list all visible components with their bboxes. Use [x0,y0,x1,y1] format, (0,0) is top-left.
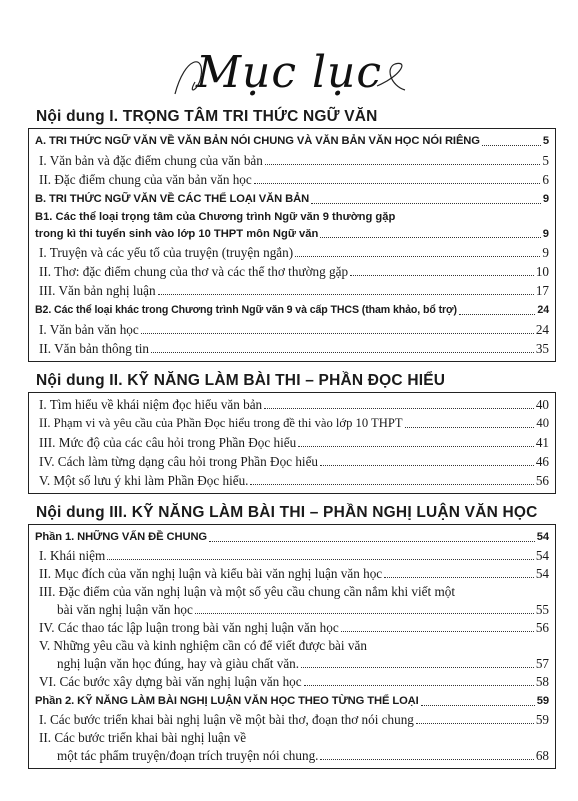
entry-label: Phần 2. KỸ NĂNG LÀM BÀI NGHỊ LUẬN VĂN HỌC THEO TỪNG THỂ LOẠI [35,695,419,707]
toc-entry[interactable] [35,729,549,765]
entry-page: 10 [535,264,549,279]
entry-page: 24 [537,304,549,316]
leader-dots [384,577,534,578]
entry-label: V. Một số lưu ý khi làm Phần Đọc hiểu. [39,473,249,488]
toc-content [28,100,556,769]
toc-entry[interactable] [35,637,549,673]
entry-page: 41 [535,435,549,450]
entry-label: IV. Các thao tác lập luận trong bài văn nghị luận văn học [39,620,339,635]
entry-label: I. Truyện và các yếu tố của truyện (truyện ngắn) [39,245,294,260]
section-box [28,128,556,362]
leader-dots [151,352,534,353]
entry-label: I. Khái niệm [39,548,106,563]
toc-entry[interactable] [35,619,549,637]
entry-label: Phần 1. NHỮNG VẤN ĐỀ CHUNG [35,531,208,543]
entry-label-line1: III. Đặc điểm của văn nghị luận và một số yêu cầu chung cần nắm khi viết một [39,584,456,599]
entry-page: 58 [535,674,549,689]
entry-label: IV. Cách làm từng dạng câu hỏi trong Phần Đọc hiểu [39,454,319,469]
entry-page: 54 [535,548,549,563]
toc-entry[interactable] [35,452,549,471]
entry-label: I. Văn bản và đặc điểm chung của văn bản [39,153,263,168]
toc-entry[interactable] [35,339,549,358]
toc-entry[interactable] [35,565,549,583]
entry-label: I. Văn bản văn học [39,322,139,337]
section-2 [28,370,556,494]
leader-dots [350,275,534,276]
entry-page: 35 [535,341,549,356]
section-heading: Nội dung II. KỸ NĂNG LÀM BÀI THI – PHẦN ĐỌC HIỂU [36,372,446,389]
entry-page: 9 [542,228,549,240]
toc-entry[interactable] [35,414,549,433]
toc-title [0,38,578,108]
entry-page: 46 [535,454,549,469]
toc-entry-part2[interactable] [35,691,549,711]
entry-label: II. Thơ: đặc điểm chung của thơ và các thể thơ thường gặp [39,264,349,279]
toc-entry[interactable] [35,262,549,281]
entry-label: I. Các bước triển khai bài nghị luận về một bài thơ, đoạn thơ nói chung [39,712,414,727]
entry-page: 59 [536,695,549,707]
leader-dots [482,145,541,146]
entry-page: 55 [535,602,549,617]
entry-page: 6 [542,172,549,187]
leader-dots [341,631,534,632]
leader-dots [254,183,541,184]
entry-label: II. Văn bản thông tin [39,341,150,356]
toc-entry[interactable] [35,433,549,452]
leader-dots [158,294,534,295]
entry-page: 59 [535,712,549,727]
entry-label-line1: V. Những yêu cầu và kinh nghiệm cần có để viết được bài văn [39,638,367,653]
entry-page: 24 [535,322,549,337]
leader-dots [141,333,534,334]
leader-dots [311,203,541,204]
toc-entry-b2[interactable] [35,300,549,320]
toc-entry[interactable] [35,583,549,619]
toc-entry-b1[interactable] [35,209,549,243]
toc-entry[interactable] [35,711,549,729]
entry-label-line1: II. Các bước triển khai bài nghị luận về [39,730,247,745]
section-heading: Nội dung I. TRỌNG TÂM TRI THỨC NGỮ VĂN [36,108,378,125]
entry-label: II. Mục đích của văn nghị luận và kiểu bài văn nghị luận văn học [39,566,383,581]
leader-dots [304,685,534,686]
toc-entry-b[interactable] [35,189,549,209]
section-box [28,392,556,494]
toc-entry-part1[interactable] [35,527,549,547]
section-3 [28,502,556,769]
entry-label-line2: nghị luận văn học đúng, hay và giàu chất văn. [57,656,300,671]
toc-entry-a[interactable] [35,131,549,151]
toc-entry[interactable] [35,243,549,262]
entry-label: III. Văn bản nghị luận [39,283,156,298]
entry-label: A. TRI THỨC NGỮ VĂN VỀ VĂN BẢN NÓI CHUNG VÀ VĂN BẢN VĂN HỌC NÓI RIÊNG [35,135,480,147]
entry-page: 56 [535,620,549,635]
entry-page: 68 [535,748,549,763]
leader-dots [459,314,536,315]
leader-dots [265,164,541,165]
leader-dots [320,237,540,238]
entry-label: II. Đặc điểm chung của văn bản văn học [39,172,252,187]
section-box [28,524,556,769]
entry-label-line2: bài văn nghị luận văn học [57,602,193,617]
entry-label: III. Mức độ của các câu hỏi trong Phần Đọc hiểu [39,435,297,450]
entry-label: B. TRI THỨC NGỮ VĂN VỀ CÁC THỂ LOẠI VĂN BẢN [35,193,310,205]
leader-dots [320,759,533,760]
leader-dots [298,446,534,447]
leader-dots [301,667,534,668]
title-flourish [165,46,413,108]
leader-dots [295,256,540,257]
entry-page: 56 [535,473,549,488]
entry-page: 40 [535,397,549,412]
entry-label: B2. Các thể loại khác trong Chương trình Ngữ văn 9 và cấp THCS (tham khảo, bổ trợ) [35,304,457,316]
toc-title-text: Mục lục [195,47,383,98]
entry-page: 54 [535,566,549,581]
entry-page: 5 [542,153,549,168]
entry-page: 57 [535,656,549,671]
toc-entry[interactable] [35,547,549,565]
entry-page: 54 [536,531,549,543]
toc-entry[interactable] [35,320,549,339]
leader-dots [405,427,535,428]
entry-label-line2: một tác phẩm truyện/đoạn trích truyện nói chung. [57,748,319,763]
leader-dots [107,559,534,560]
leader-dots [209,541,535,542]
entry-page: 5 [542,135,549,147]
entry-page: 17 [535,283,549,298]
entry-label-line1: B1. Các thể loại trọng tâm của Chương trình Ngữ văn 9 thường gặp [35,211,396,223]
toc-entry[interactable] [35,673,549,691]
toc-entry[interactable] [35,170,549,189]
entry-page: 9 [542,245,549,260]
leader-dots [250,484,533,485]
toc-entry[interactable] [35,281,549,300]
toc-entry[interactable] [35,471,549,490]
entry-label: VI. Các bước xây dựng bài văn nghị luận văn học [39,674,302,689]
entry-page: 9 [542,193,549,205]
toc-entry[interactable] [35,151,549,170]
entry-label-line2: trong kì thi tuyển sinh vào lớp 10 THPT môn Ngữ văn [35,228,319,240]
entry-label: II. Phạm vi và yêu cầu của Phần Đọc hiểu trong đề thi vào lớp 10 THPT [39,416,403,430]
entry-label: I. Tìm hiểu về khái niệm đọc hiểu văn bản [39,397,263,412]
leader-dots [195,613,534,614]
leader-dots [416,723,534,724]
leader-dots [421,705,535,706]
leader-dots [320,465,534,466]
leader-dots [264,408,534,409]
section-heading: Nội dung III. KỸ NĂNG LÀM BÀI THI – PHẦN NGHỊ LUẬN VĂN HỌC [36,504,538,521]
entry-page: 40 [536,416,549,430]
section-1 [28,106,556,362]
toc-entry[interactable] [35,395,549,414]
